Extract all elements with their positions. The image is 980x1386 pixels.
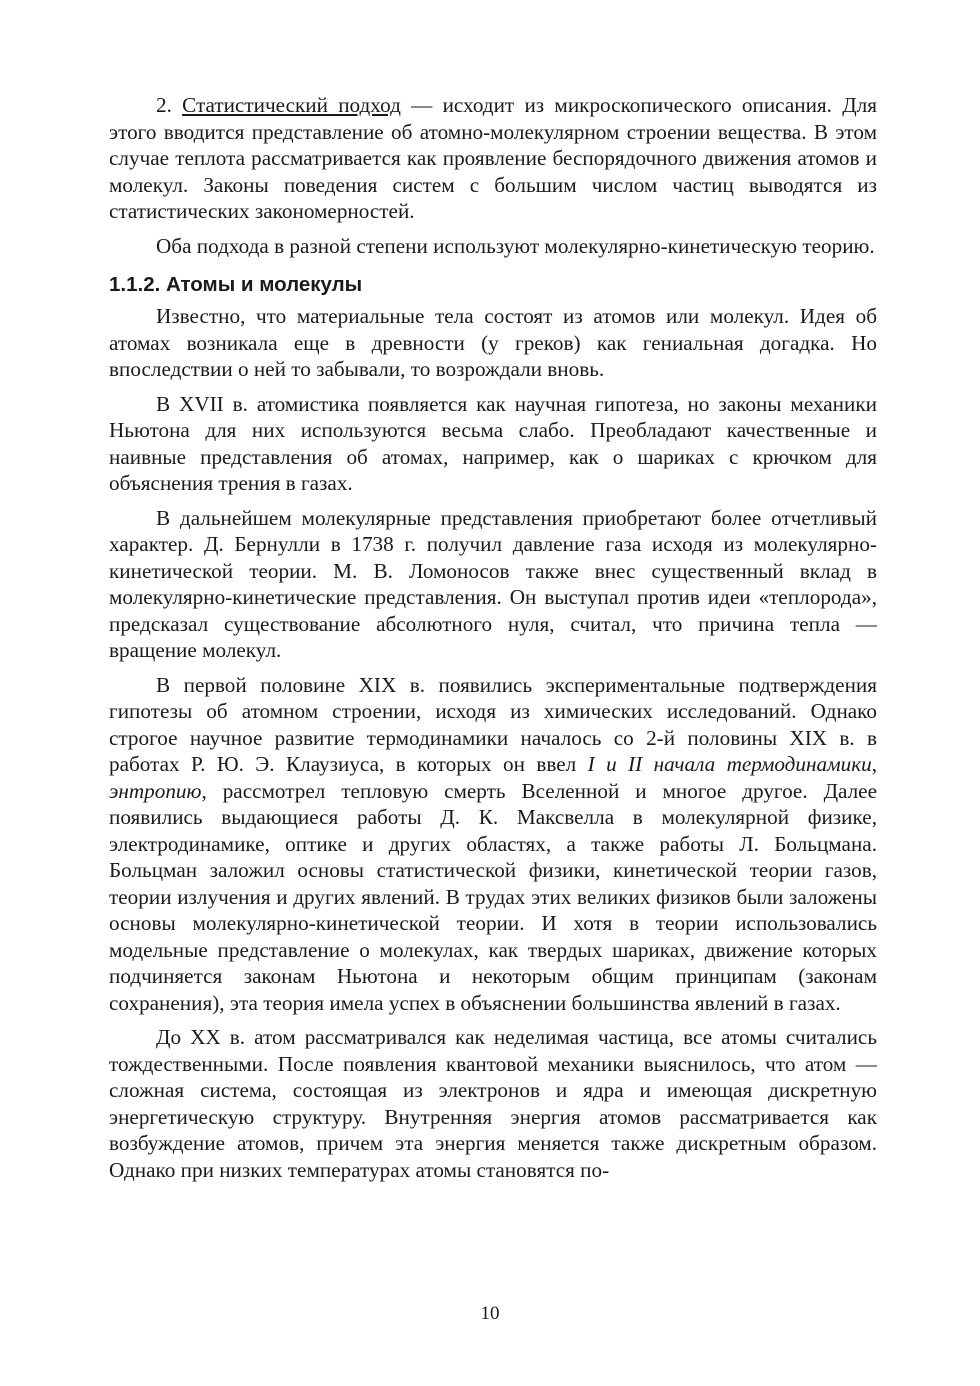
- paragraph-text: — исходит из микроскопического описания. Для этого вводится представление об атомно-молекулярном строении вещества. В этом случае теплота рассматривается как проявление беспорядочного движения атомов и молекул. Законы поведения систем с большим числом частиц выводятся из статистических закономерностей.: [109, 93, 877, 223]
- paragraph-text: В первой половине XIX в. появились экспериментальные подтверждения гипотезы об атомном строении, исходя из химических исследований. Однако строгое научное развитие термодинамики началось со 2-й половины XIX в. в работах Р. Ю. Э. Клаузиуса, в которых он ввел: [109, 672, 877, 776]
- paragraph-text: ,: [871, 752, 877, 776]
- section-heading: 1.1.2. Атомы и молекулы: [109, 273, 363, 296]
- page-number: 10: [480, 1303, 500, 1324]
- paragraph-bernoulli-lomonosov: В дальнейшем молекулярные представления приобретают более отчетливый характер. Д. Бернулли в 1738 г. получил давление газа исходя из молекулярно-кинетической теории. М. В. Ломоносов также внес существенный вклад в молекулярно-кинетические представления. Он выступал против идеи «теплорода», предсказал существование абсолютного нуля, считал, что причина тепла — вращение молекул.: [109, 505, 877, 662]
- document-page: [109, 92, 877, 1191]
- paragraph-xx-century: До XX в. атом рассматривался как неделимая частица, все атомы считались тождественными. После появления квантовой механики выяснилось, что атом — сложная система, состоящая из электронов и ядра и имеющая дискретную энергетическую структуру. Внутренняя энергия атомов рассматривается как возбуждение атомов, причем эта энергия меняется также дискретным образом. Однако при низких температурах атомы становятся по-: [109, 1025, 877, 1182]
- underlined-term: Статистический подход: [182, 93, 401, 117]
- list-number: 2.: [156, 93, 183, 117]
- paragraph-xvii-century: В XVII в. атомистика появляется как научная гипотеза, но законы механики Ньютона для них используются весьма слабо. Преобладают качественные и наивные представления об атомах, например, как о шариках с крючком для объяснения трения в газах.: [109, 391, 877, 495]
- paragraph-xix-century: [109, 672, 877, 1017]
- paragraph-antiquity: Известно, что материальные тела состоят из атомов или молекул. Идея об атомах возникала еще в древности (у греков) как гениальная догадка. Но впоследствии о ней то забывали, то возрождали вновь.: [109, 304, 877, 381]
- italic-term: I и II начала термодинамики: [587, 752, 872, 776]
- paragraph-text: , рассмотрел тепловую смерть Вселенной и многое другое. Далее появились выдающиеся работы Д. К. Максвелла в молекулярной физике, электродинамике, оптике и других областях, а также работы Л. Больцмана. Больцман заложил основы статистической физики, кинетической теории газов, теории излучения и других явлений. В трудах этих великих физиков были заложены основы молекулярно-кинетической теории. И хотя в теории использовались модельные представление о молекулах, как твердых шариках, движение которых подчиняется законам Ньютона и некоторым общим принципам (законам сохранения), эта теория имела успех в объяснении большинства явлений в газах.: [109, 778, 877, 1015]
- paragraph-statistical-approach: [109, 92, 877, 225]
- italic-term: энтропию: [109, 778, 202, 803]
- paragraph-both-approaches: Оба подхода в разной степени используют молекулярно-кинетическую теорию.: [156, 233, 875, 258]
